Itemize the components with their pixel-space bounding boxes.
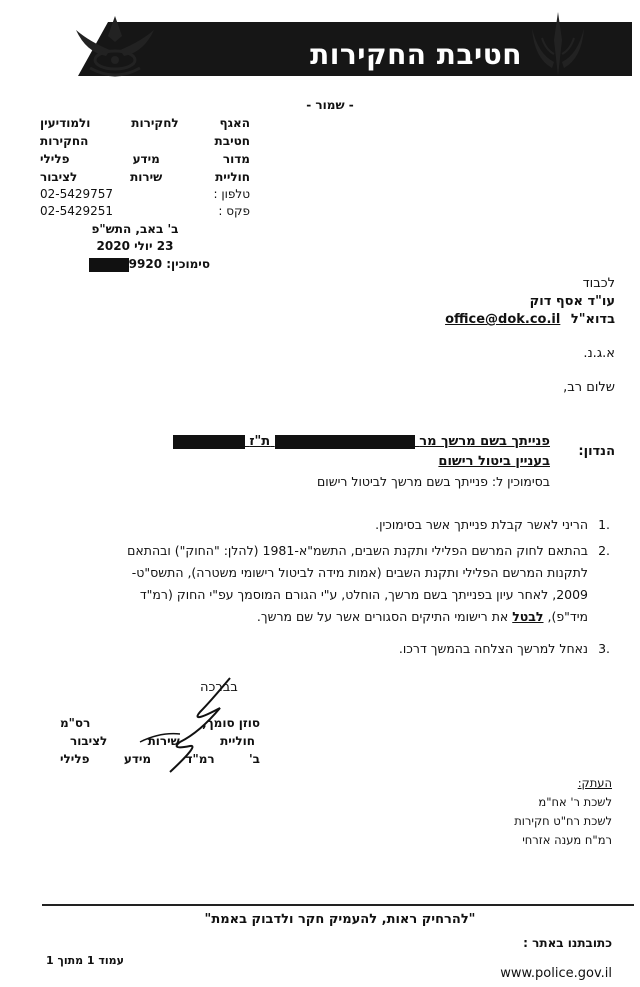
paragraph-2: .2 בהתאם לחוק המרשם הפלילי ותקנת השבים, התשמ"א-1981 (להלן: "החוק") ובהתאם לתקנות המרשם הפלילי ותקנת השבים (אמות מידה לביטול רישומי משטרה), התשס"ט- 2009, לאחר עיון בפנייתך בשם מרשך, הוחלט, ע"י הגורם המוסמך עפ"י החוק (רמ"ד מיד"פ), לבטל את רישומי התיקים הסגורים אשר על שם מרשך.	[127, 543, 610, 624]
footer-divider	[42, 904, 634, 906]
closing: בברכה	[200, 680, 238, 695]
sender-word: פלילי	[40, 152, 70, 166]
investigations-emblem-icon	[70, 12, 160, 84]
gregorian-date: 23 יולי 2020	[96, 239, 174, 253]
phone-line	[40, 187, 250, 201]
cc-block	[514, 774, 612, 850]
subject-label: הנדון:	[578, 444, 615, 459]
sender-word: החקירות	[40, 134, 89, 148]
email-label: בדוא"ל	[570, 312, 615, 327]
paragraph-3: .3 נאחל למרשך הצלחה בהמשך דרכו.	[398, 641, 610, 656]
subject-line-1: פנייתך בשם מרשך מר ת"ז	[30, 434, 550, 449]
footer-website[interactable]: www.police.gov.il	[500, 966, 612, 981]
recipient-email-line	[445, 312, 615, 327]
reference-number: 9920	[89, 257, 162, 272]
sender-word: האגף	[219, 116, 250, 130]
signer-rank: רס"מ	[60, 716, 91, 730]
signer-name: סוזן סומך,	[202, 716, 260, 730]
reference-line	[60, 257, 210, 272]
footer-slogan: "להרחיק ראות, להעמיק חקר ולדבוק באמת"	[204, 912, 476, 927]
cc-item: לשכת רח"ט חקירות	[514, 814, 612, 828]
cc-label: העתק:	[577, 776, 612, 790]
classification-label: - שמור -	[306, 98, 354, 112]
sender-word: חוליית	[215, 170, 250, 184]
division-title: חטיבת החקירות	[310, 38, 522, 71]
sender-word: מדור	[222, 152, 250, 166]
greeting: שלום רב,	[563, 380, 615, 395]
reference-label: סימוכין:	[166, 257, 210, 271]
paragraph-1: .1 הריני לאשר קבלת פנייתך אשר בסימוכין.	[375, 517, 610, 532]
sender-word: מידע	[132, 152, 160, 166]
signer-unit-line: חוליית שירות לציבור	[70, 734, 255, 748]
sender-word: שירות	[130, 170, 163, 184]
fax-number: 02-5429251	[40, 204, 114, 218]
emphasis-cancel: לבטל	[512, 609, 544, 624]
police-emblem-icon	[528, 10, 588, 82]
signer-role-line: ב' רמ"ד מידע פלילי	[60, 752, 260, 766]
redaction-block	[89, 258, 129, 272]
fax-label: פקס :	[218, 204, 250, 218]
sender-division-line	[40, 134, 250, 148]
phone-label: טלפון :	[213, 187, 250, 201]
signer-name-line	[60, 716, 260, 730]
cc-item: רמ"ח מענה אזרחי	[522, 833, 612, 847]
sender-unit-line	[40, 170, 250, 184]
subject-reference: בסימוכין ל: פנייתך בשם מרשך לביטול רישום	[317, 474, 550, 489]
sender-word: לציבור	[40, 170, 78, 184]
sender-section-line	[40, 152, 250, 166]
redaction-block	[173, 435, 245, 449]
hebrew-date: ב' באב, התש"פ	[91, 222, 179, 236]
redaction-block	[275, 435, 415, 449]
sender-dept-line	[40, 116, 250, 130]
page-number: עמוד 1 מתוך 1	[46, 954, 124, 967]
agg-line: א.ג.נ.	[583, 346, 615, 361]
sender-word: חטיבת	[214, 134, 250, 148]
phone-number: 02-5429757	[40, 187, 114, 201]
footer-address-label: כתובתנו באתר :	[523, 936, 612, 950]
sender-word: לחקירות	[131, 116, 179, 130]
sender-word: ולמודיעין	[40, 116, 91, 130]
subject-line-2: בעניין ביטול רישום	[438, 454, 550, 469]
recipient-name: עו"ד אסף דוק	[529, 294, 615, 309]
email-link[interactable]: office@dok.co.il	[445, 312, 561, 327]
fax-line	[40, 204, 250, 218]
cc-item: לשכת ר' אח"מ	[538, 795, 612, 809]
recipient-to: לכבוד	[582, 276, 615, 291]
